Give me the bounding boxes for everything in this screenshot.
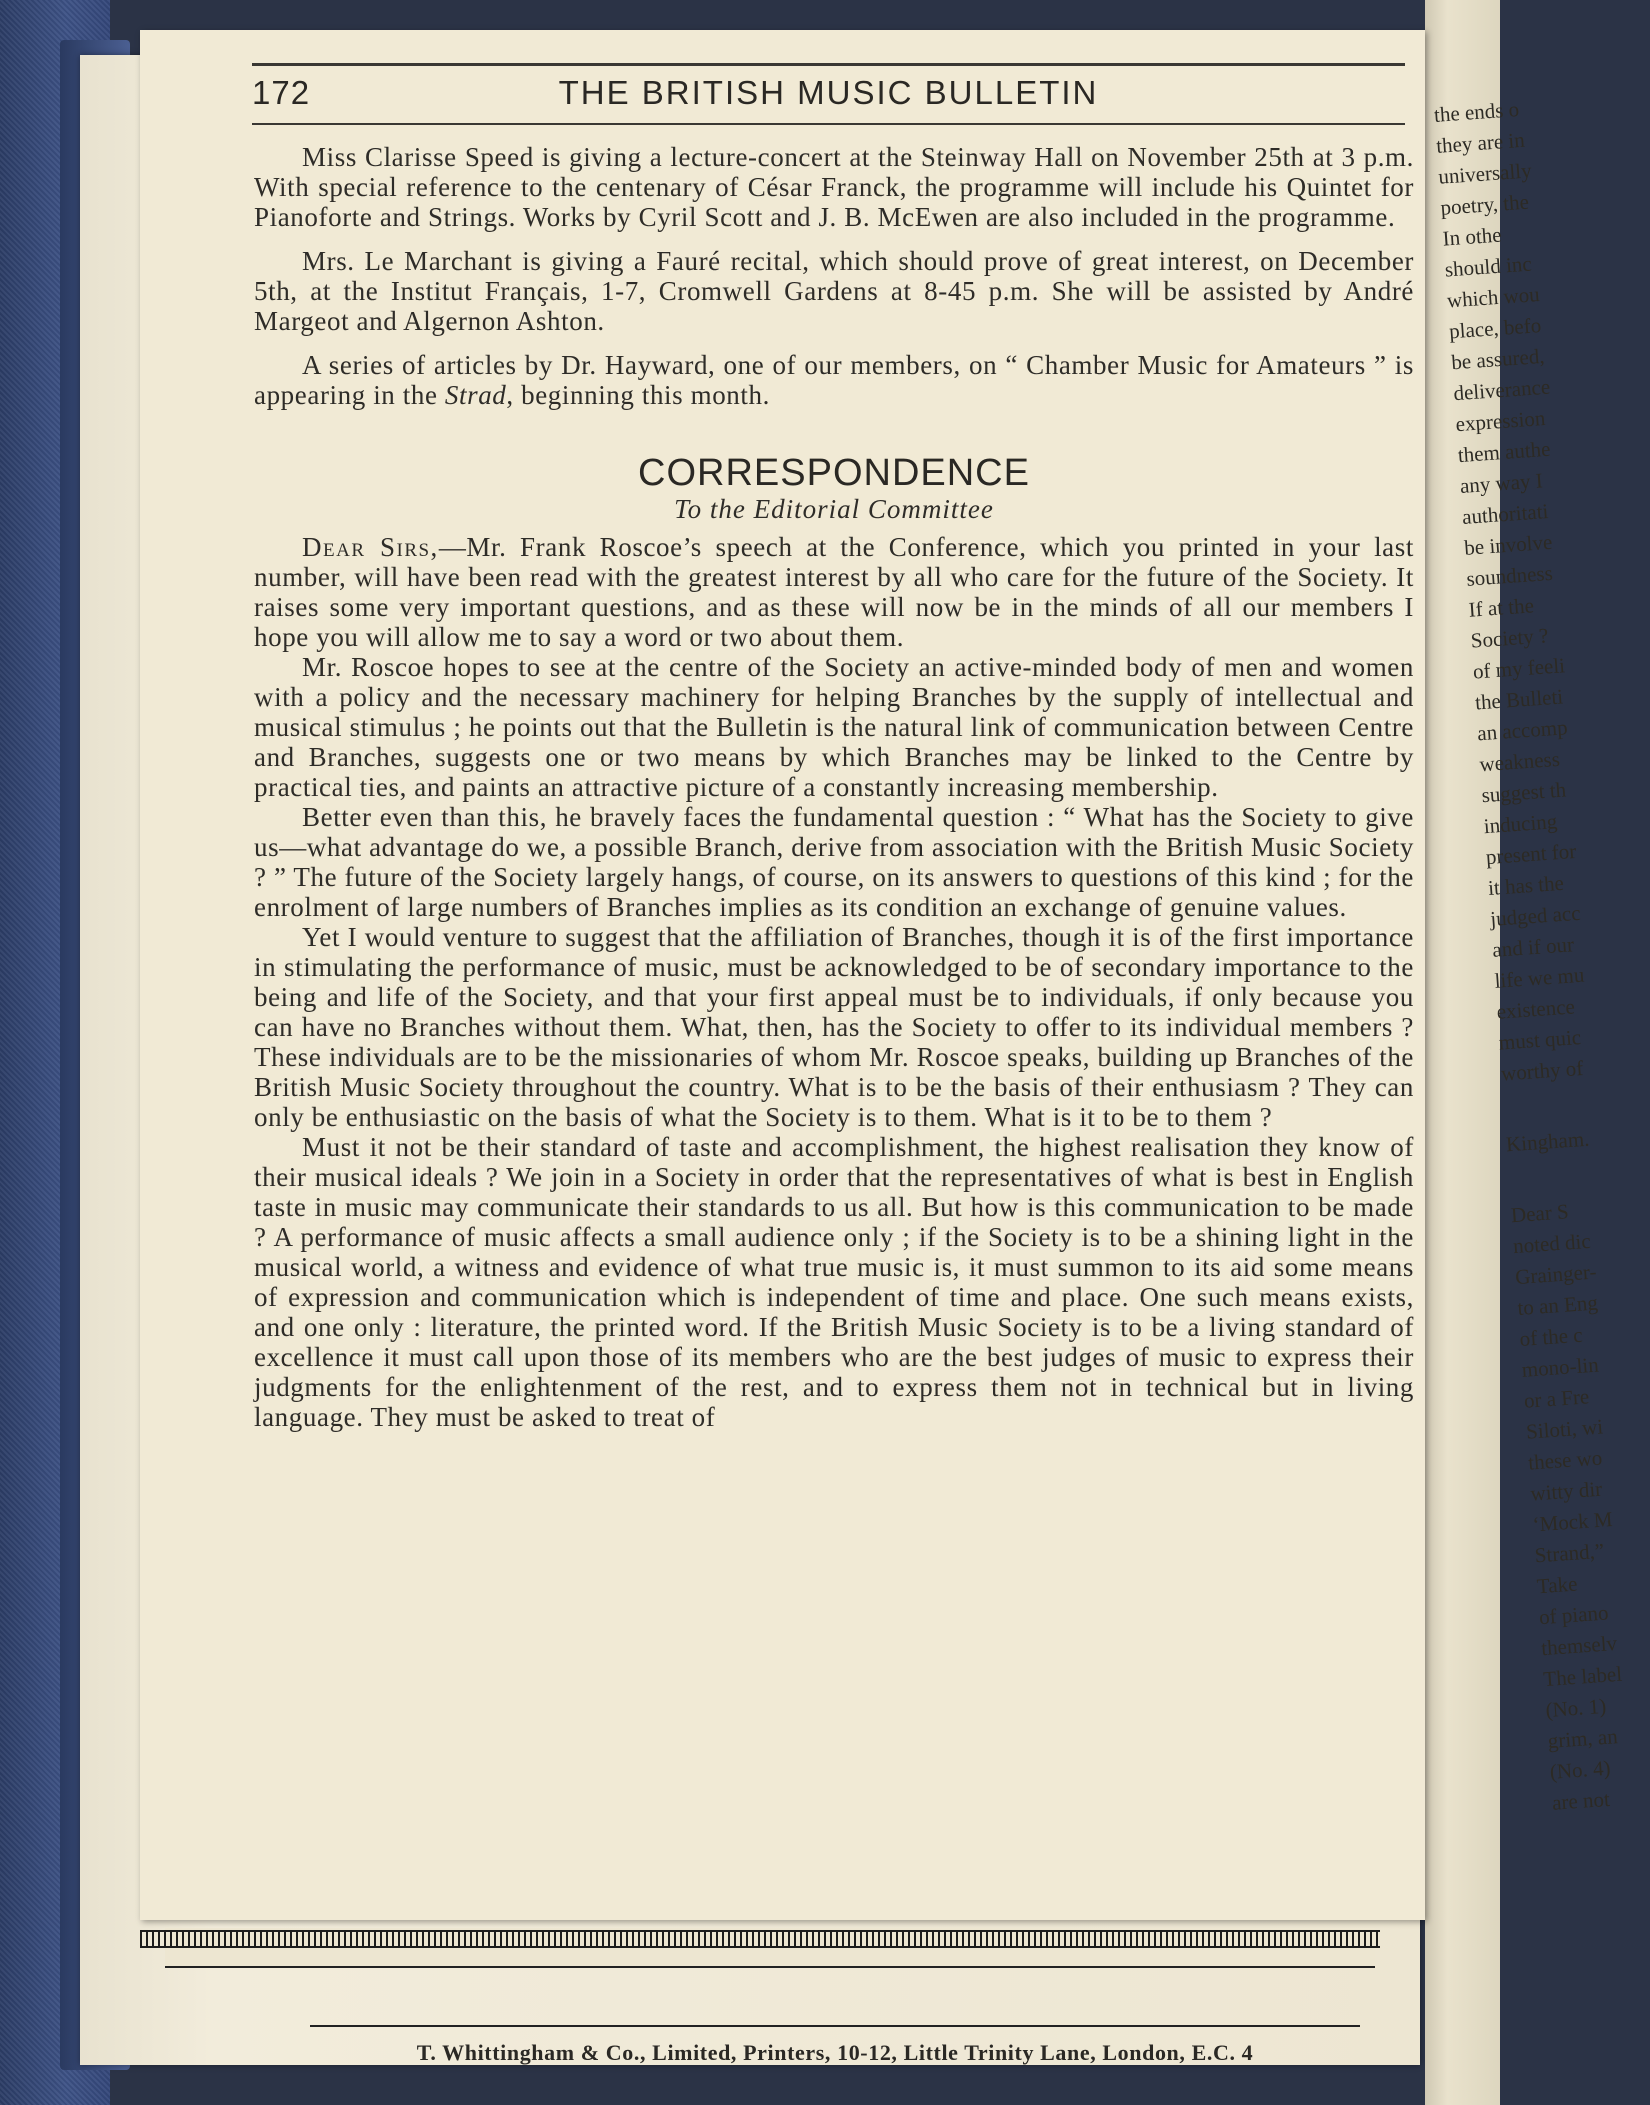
facing-line: any way I [1459, 468, 1544, 499]
running-head [252, 74, 1405, 124]
facing-line: of the c [1518, 1322, 1584, 1351]
facing-line: of piano [1538, 1600, 1610, 1630]
foldout-border-pattern [140, 1930, 1380, 1948]
facing-line: expression [1454, 405, 1547, 437]
page-number: 172 [252, 74, 311, 111]
facing-line: must quic [1498, 1024, 1582, 1055]
facing-line: an accomp [1476, 715, 1569, 746]
imprint-rule [310, 2025, 1360, 2027]
facing-line: mono-lin [1520, 1352, 1600, 1382]
notice-paragraph: Miss Clarisse Speed is giving a lecture-concert at the Steinway Hall on November 25th at 3 p.m. With special reference to the centenary of César Franck, the programme will include his Quintet for Pianoforte and Strings. Works by Cyril Scott and J. B. McEwen are also included in the programme. [254, 142, 1414, 232]
facing-line: the ends o [1433, 97, 1520, 127]
facing-line: the Bulleti [1474, 684, 1564, 715]
facing-line: If at the [1467, 593, 1535, 622]
facing-line: which wou [1446, 282, 1541, 313]
facing-line: weakness [1478, 746, 1561, 777]
facing-line: life we mu [1493, 962, 1586, 993]
notice-paragraph: Mrs. Le Marchant is giving a Fauré recital, which should prove of great interest, on December 5th, at the Institut Français, 1-7, Cromwell Gardens at 8-45 p.m. She will be assisted by André Margeot and Algernon Ashton. [254, 246, 1414, 336]
facing-page [1425, 0, 1623, 2105]
facing-line: should inc [1444, 251, 1533, 282]
facing-line: of my feeli [1472, 653, 1566, 684]
notice-text: A series of articles by Dr. Hayward, one of our members, on “ Chamber Music for Amateurs ” is appearing in the [254, 350, 1414, 410]
facing-line: to an Eng [1516, 1290, 1599, 1321]
facing-line: Kingham. [1505, 1126, 1591, 1157]
letter-paragraph: Yet I would venture to suggest that the affiliation of Branches, though it is of the first importance in stimulating the performance of music, must be acknowledged to be of secondary importance to the being and life of the Society, and that your first appeal must be to individuals, if only because you can have no Branches without them. What, then, has the Society to offer to its individual members ? These individuals are to be the missionaries of whom Mr. Roscoe speaks, building up Branches of the British Music Society throughout the country. What is to be the basis of their enthusiasm ? They can only be enthusiastic on the basis of what the Society is to them. What is it to be to them ? [254, 922, 1414, 1132]
facing-line: them authe [1456, 436, 1552, 468]
header-rule [252, 123, 1405, 125]
facing-line: Take [1536, 1571, 1579, 1599]
facing-line: be involve [1463, 529, 1554, 560]
facing-line: be assured, [1450, 343, 1546, 375]
facing-line: existence [1495, 994, 1576, 1024]
letter-paragraph: Mr. Roscoe hopes to see at the centre of the Society an active-minded body of men and women with a policy and the necessary machinery for helping Branches by the supply of intellectual and musical stimulus ; he points out that the Bulletin is the natural link of communication between Centre and Branches, suggests one or two means by which Branches may be linked to the Centre by practical ties, and paints an attractive picture of a constantly increasing membership. [254, 652, 1414, 802]
notice-paragraph [254, 350, 1414, 410]
facing-line: authoritati [1461, 498, 1550, 529]
facing-gap [1502, 1083, 1595, 1129]
facing-line: themselv [1540, 1630, 1618, 1661]
letter-paragraph [254, 532, 1414, 652]
section-subtitle: To the Editorial Committee [674, 494, 994, 524]
letter-text: —Mr. Frank Roscoe’s speech at the Conference, which you printed in your last number, will have been read with the greatest interest by all who care for the future of the Society. It raises some very important questions, and as these will now be in the minds of all our members I hope you will allow me to say a word or two about them. [254, 532, 1414, 652]
facing-line: they are in [1435, 127, 1526, 158]
facing-line: these wo [1527, 1445, 1604, 1475]
facing-line: grim, an [1546, 1724, 1619, 1753]
letter-paragraph: Must it not be their standard of taste and accomplishment, the highest realisation they know of their musical ideals ? We join in a Society in order that the representatives of what is best in English taste in music may communicate their standards to us all. But how is this communication to be made ? A performance of music affects a small audience only ; if the Society is to be a shining light in the musical world, a witness and evidence of what true music is, it must summon to its aid some means of expression and communication which is independent of time and place. One such means exists, and one only : literature, the printed word. If the British Music Society is to be a living standard of excellence it must call upon those of its members who are the best judges of music to express their judgments for the enlightenment of the rest, and to express them not in technical but in living language. They must be asked to treat of [254, 1132, 1414, 1432]
facing-line: are not [1551, 1786, 1611, 1815]
facing-line: Society ? [1469, 623, 1550, 653]
salutation: Dear Sirs, [302, 532, 439, 562]
section-title: CORRESPONDENCE [638, 452, 1030, 494]
facing-line: The label [1542, 1661, 1623, 1692]
facing-line: universally [1437, 158, 1533, 189]
notice-italic-title: Strad [444, 380, 507, 410]
letter-paragraph: Better even than this, he bravely faces the fundamental question : “ What has the Society to give us—what advantage do we, a possible Branch, derive from association with the British Music Society ? ” The future of the Society largely hangs, of course, on its answers to questions of this kind ; for the enrolment of large numbers of Branches implies as its condition an exchange of genuine values. [254, 802, 1414, 922]
facing-gap [1507, 1154, 1600, 1200]
facing-line: (No. 1) [1544, 1693, 1607, 1723]
facing-line: noted dic [1512, 1228, 1592, 1259]
facing-line: ‘Mock M [1531, 1506, 1614, 1537]
facing-line: (No. 4) [1549, 1755, 1612, 1784]
facing-line: suggest th [1480, 777, 1567, 808]
running-title: THE BRITISH MUSIC BULLETIN [558, 74, 1099, 111]
facing-line: and if our [1491, 932, 1575, 962]
facing-page-text [1433, 94, 1643, 1819]
document-page [140, 30, 1425, 1920]
facing-line: place, befo [1448, 313, 1542, 344]
facing-line: present for [1485, 838, 1577, 870]
facing-line: worthy of [1500, 1055, 1584, 1086]
printer-imprint: T. Whittingham & Co., Limited, Printers, 10-12, Little Trinity Lane, London, E.C. 4 [416, 2040, 1254, 2065]
letter [254, 532, 1414, 1432]
facing-line: judged acc [1489, 900, 1582, 931]
facing-line: Siloti, wi [1525, 1414, 1604, 1444]
top-rule [252, 63, 1405, 66]
facing-line: inducing [1482, 809, 1558, 839]
facing-line: soundness [1465, 560, 1554, 591]
facing-line: it has the [1487, 870, 1565, 901]
facing-line: Strand,” [1533, 1538, 1605, 1568]
facing-line: or a Fre [1523, 1384, 1590, 1413]
notice-text: , beginning this month. [506, 380, 770, 410]
facing-line: Dear S [1510, 1199, 1570, 1228]
facing-line: Grainger- [1514, 1259, 1598, 1290]
article-body [254, 142, 1414, 1432]
facing-line: deliverance [1452, 374, 1551, 406]
facing-line: witty dir [1529, 1476, 1603, 1506]
facing-line: poetry, the [1439, 189, 1530, 220]
facing-line: In othe [1441, 222, 1503, 251]
